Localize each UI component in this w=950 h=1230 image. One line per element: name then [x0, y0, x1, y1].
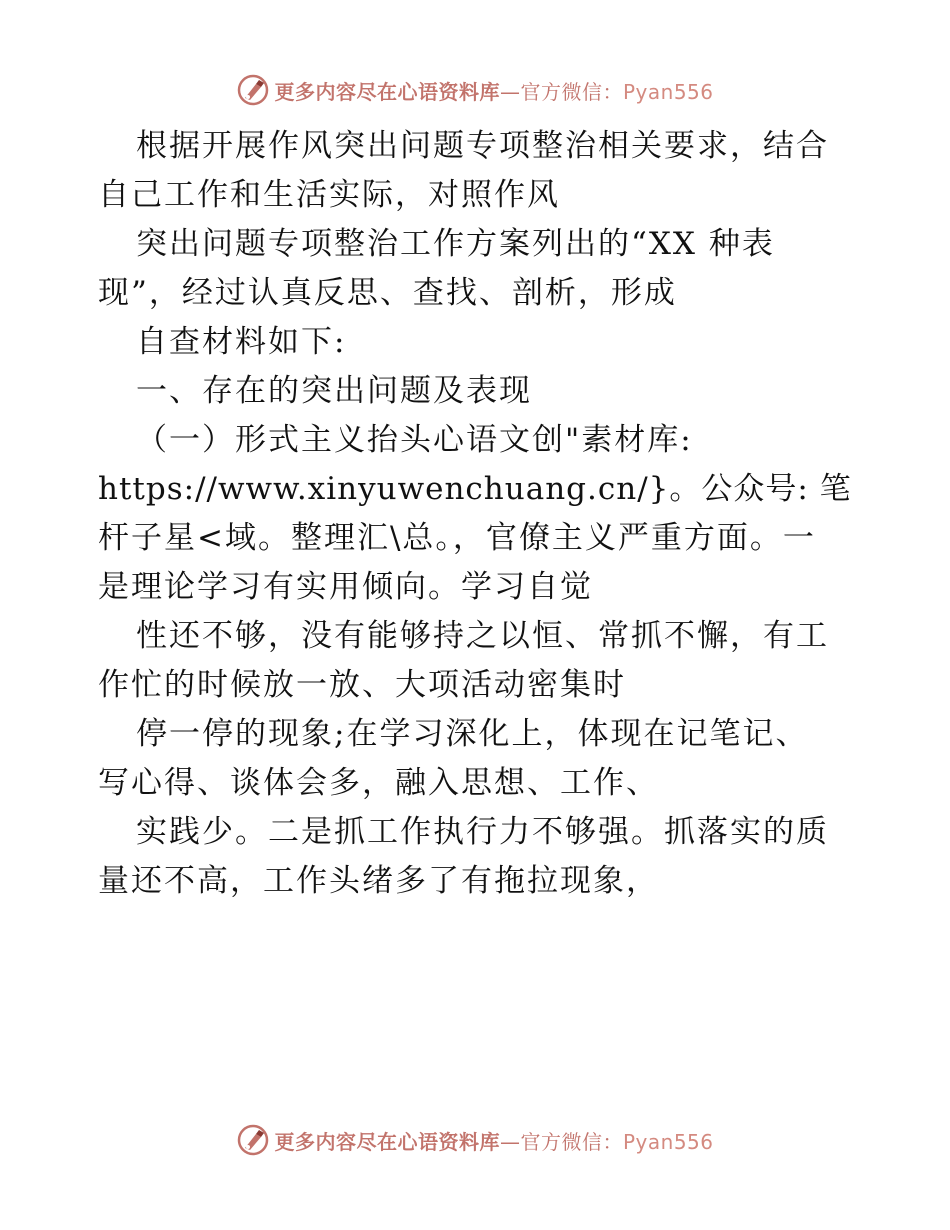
body-line: 根据开展作风突出问题专项整治相关要求，结合: [136, 128, 829, 164]
footer-wechat-id: Pyan556: [622, 1129, 714, 1154]
pen-nib-logo-icon: [236, 73, 270, 107]
header-wechat-label: 官方微信：: [520, 79, 623, 104]
body-line: 是理论学习有实用倾向。学习自觉: [98, 569, 593, 605]
footer-wechat-label: 官方微信：: [520, 1129, 623, 1154]
header-wechat-id: Pyan556: [622, 79, 714, 104]
body-line: 杆子星<域。整理汇\总。，官僚主义严重方面。一: [98, 520, 816, 556]
header-banner: [0, 70, 950, 110]
header-site-name: 更多内容尽在心语资料库: [274, 79, 500, 104]
body-line: 写心得、谈体会多，融入思想、工作、: [98, 765, 659, 801]
header-dash: —: [499, 79, 521, 104]
body-line: 自己工作和生活实际，对照作风: [98, 177, 560, 213]
body-line: https://www.xinyuwenchuang.cn/}。公众号: 笔: [98, 471, 852, 507]
body-line: 性还不够，没有能够持之以恒、常抓不懈，有工: [136, 618, 829, 654]
footer-dash: —: [499, 1129, 521, 1154]
header-text: [274, 76, 713, 105]
pen-nib-logo-icon: [236, 1123, 270, 1157]
section-heading: 一、存在的突出问题及表现: [136, 373, 532, 409]
body-line: 停一停的现象;在学习深化上，体现在记笔记、: [136, 716, 809, 752]
body-line: 自查材料如下:: [136, 324, 347, 360]
footer-text: [274, 1126, 713, 1155]
body-line: 实践少。二是抓工作执行力不够强。抓落实的质: [136, 814, 829, 850]
body-line: 量还不高，工作头绪多了有拖拉现象，: [98, 863, 659, 899]
footer-site-name: 更多内容尽在心语资料库: [274, 1129, 500, 1154]
body-line: 突出问题专项整治工作方案列出的“XX 种表: [136, 226, 775, 262]
footer-banner: [0, 1120, 950, 1160]
body-line: 现”，经过认真反思、查找、剖析，形成: [98, 275, 677, 311]
subsection-heading: （一）形式主义抬头心语文创"素材库:: [136, 422, 693, 458]
document-body: [98, 122, 858, 906]
body-line: 作忙的时候放一放、大项活动密集时: [98, 667, 626, 703]
